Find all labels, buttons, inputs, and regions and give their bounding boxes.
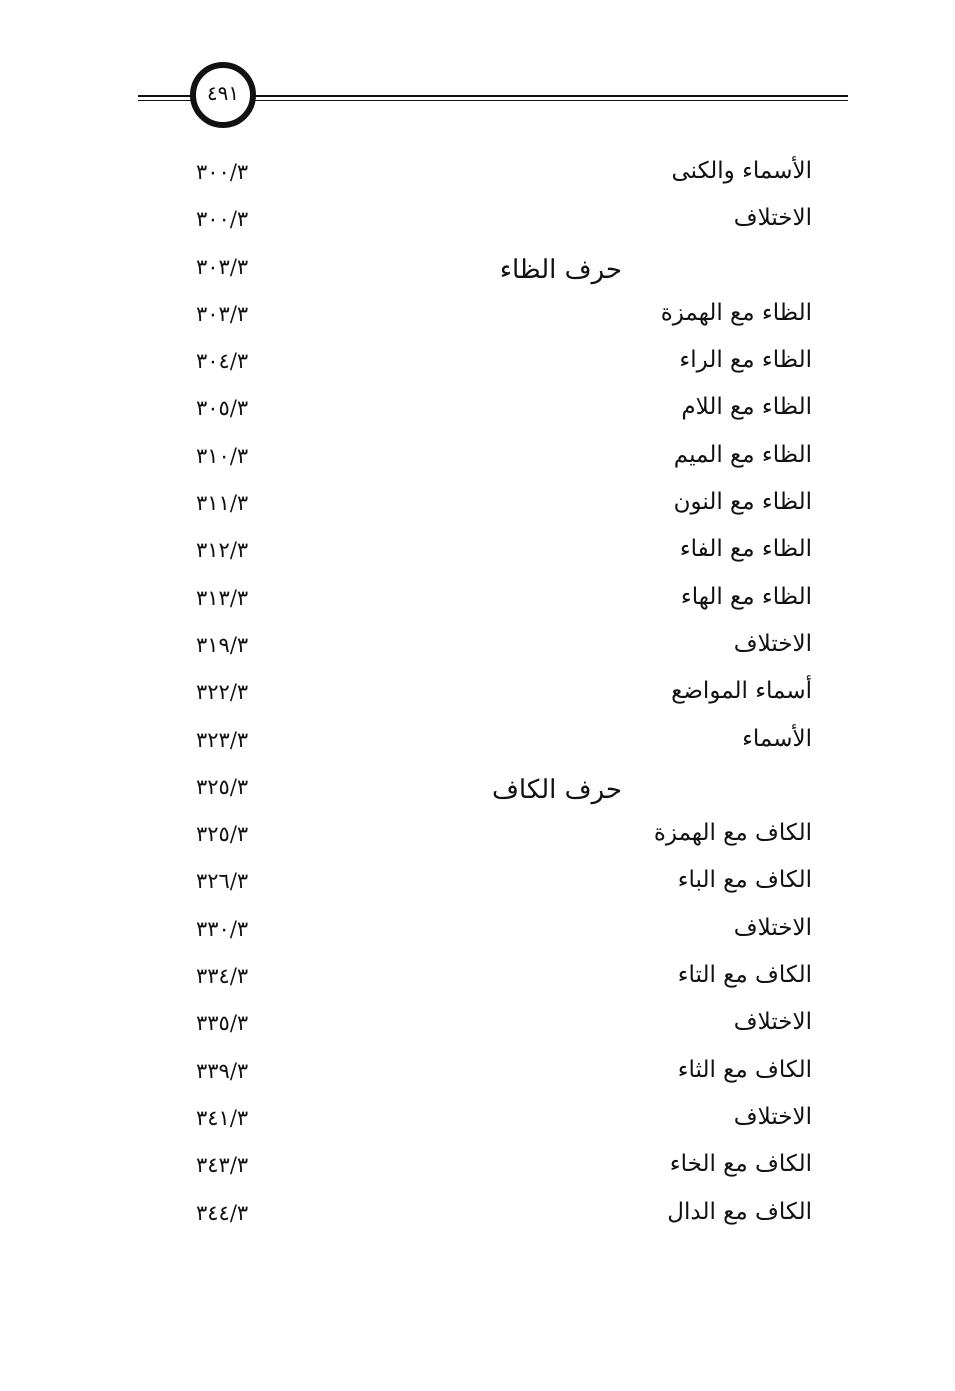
toc-entry-row	[190, 812, 812, 859]
page-reference: ٣٠٣/٣	[196, 254, 249, 279]
page-reference: ٣٠٥/٣	[196, 396, 249, 421]
toc-entry-row	[190, 528, 812, 575]
entry-title: الاختلاف	[733, 205, 812, 232]
page-reference: ٣٢٥/٣	[196, 822, 249, 847]
entry-title: الاختلاف	[733, 630, 812, 657]
toc-entry-row	[190, 292, 812, 339]
page-number: ٤٩١	[206, 81, 240, 105]
toc-entry-row	[190, 670, 812, 717]
section-title: حرف الكاف	[491, 774, 622, 805]
section-title: حرف الظاء	[499, 254, 622, 285]
toc-entry-row	[190, 1143, 812, 1190]
page-reference: ٣٣٩/٣	[196, 1058, 249, 1083]
page-reference: ٣١١/٣	[196, 491, 249, 516]
page-number-badge	[190, 62, 256, 128]
page-reference: ٣٢٥/٣	[196, 774, 249, 799]
toc-entry-row	[190, 954, 812, 1001]
page-reference: ٣٠٣/٣	[196, 301, 249, 326]
toc-entry-row	[190, 623, 812, 670]
page-reference: ٣٠٤/٣	[196, 349, 249, 374]
entry-title: الاختلاف	[733, 1103, 812, 1130]
page-reference: ٣٢٦/٣	[196, 869, 249, 894]
entry-title: الظاء مع الهمزة	[660, 299, 812, 326]
entry-title: الظاء مع اللام	[681, 394, 812, 421]
toc-entry-row	[190, 386, 812, 433]
page-reference: ٣٢٣/٣	[196, 727, 249, 752]
page-reference: ٣٣٠/٣	[196, 916, 249, 941]
entry-title: الكاف مع الدال	[667, 1198, 812, 1225]
page-reference: ٣١٣/٣	[196, 585, 249, 610]
toc-entry-row	[190, 434, 812, 481]
section-heading-row	[190, 245, 812, 292]
page-reference: ٣٤٣/٣	[196, 1153, 249, 1178]
toc-entry-row	[190, 1001, 812, 1048]
entry-title: الكاف مع الثاء	[677, 1056, 812, 1083]
toc-entry-row	[190, 718, 812, 765]
page-reference: ٣٢٢/٣	[196, 680, 249, 705]
page-reference: ٣٣٤/٣	[196, 964, 249, 989]
page-reference: ٣٠٠/٣	[196, 160, 249, 184]
entry-title: الظاء مع النون	[673, 489, 812, 516]
toc-entry-row	[190, 150, 812, 197]
table-of-contents	[190, 150, 812, 1238]
toc-entry-row	[190, 1096, 812, 1143]
toc-entry-row	[190, 339, 812, 386]
toc-entry-row	[190, 197, 812, 244]
page-reference: ٣١٩/٣	[196, 632, 249, 657]
entry-title: الكاف مع الخاء	[669, 1151, 812, 1178]
toc-entry-row	[190, 1049, 812, 1096]
page-reference: ٣٠٠/٣	[196, 207, 249, 232]
page-reference: ٣٤٤/٣	[196, 1200, 249, 1225]
entry-title: الأسماء والكنى	[671, 158, 812, 184]
toc-entry-row	[190, 907, 812, 954]
page-reference: ٣٣٥/٣	[196, 1011, 249, 1036]
entry-title: الظاء مع الراء	[679, 347, 812, 374]
toc-entry-row	[190, 576, 812, 623]
entry-title: الأسماء	[742, 725, 812, 752]
entry-title: الظاء مع الفاء	[679, 536, 812, 563]
page-reference: ٣١٢/٣	[196, 538, 249, 563]
entry-title: الظاء مع الميم	[673, 441, 812, 468]
page-reference: ٣٤١/٣	[196, 1105, 249, 1130]
toc-entry-row	[190, 1191, 812, 1238]
toc-entry-row	[190, 859, 812, 906]
entry-title: أسماء المواضع	[671, 678, 812, 705]
entry-title: الكاف مع الهمزة	[653, 820, 812, 847]
entry-title: الاختلاف	[733, 1009, 812, 1036]
toc-entry-row	[190, 481, 812, 528]
entry-title: الكاف مع التاء	[677, 962, 812, 989]
entry-title: الظاء مع الهاء	[680, 583, 812, 610]
page-header	[138, 62, 848, 142]
page-reference: ٣١٠/٣	[196, 443, 249, 468]
section-heading-row	[190, 765, 812, 812]
entry-title: الاختلاف	[733, 914, 812, 941]
entry-title: الكاف مع الباء	[677, 867, 812, 894]
